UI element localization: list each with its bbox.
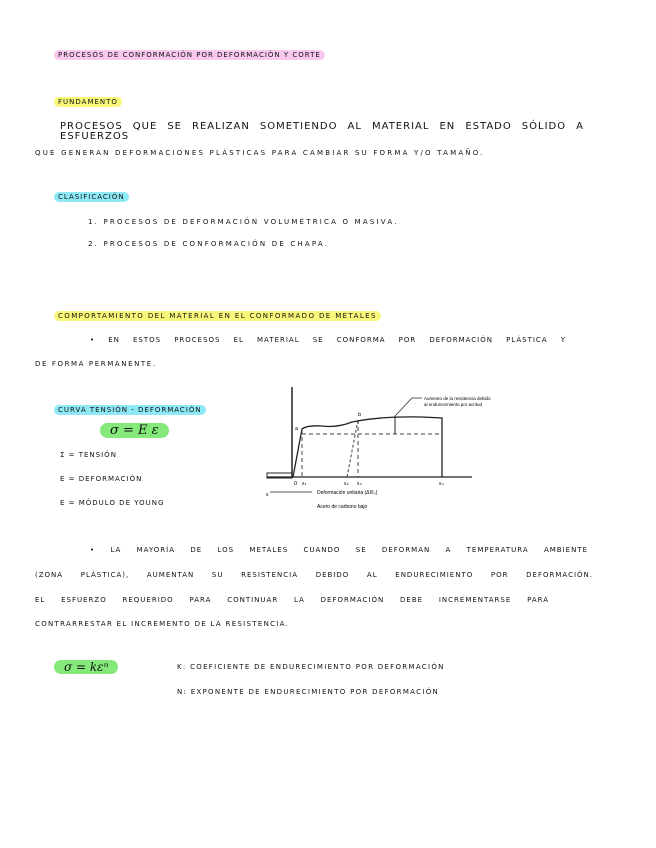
heading-text: COMPORTAMIENTO DEL MATERIAL EN EL CONFORMADO DE METALES: [54, 311, 381, 321]
clasificacion-item-2: 2. PROCESOS DE CONFORMACIÓN DE CHAPA.: [88, 240, 330, 248]
def-deformacion: Ε = DEFORMACIÓN: [60, 475, 143, 483]
heading-clasificacion: [54, 192, 129, 202]
clasificacion-item-1: 1. PROCESOS DE DEFORMACIÓN VOLUMÉTRICA O MASIVA.: [88, 218, 399, 226]
annotation-leader: [395, 398, 422, 416]
heading-text: CLASIFICACIÓN: [54, 192, 129, 202]
label-e2: ε₂: [344, 481, 349, 487]
def-modulo: E = MÓDULO DE YOUNG: [60, 499, 165, 507]
formula-hollomon: σ = kεⁿ: [54, 660, 118, 674]
label-e: ε: [266, 492, 269, 498]
parrafo-line3: EL ESFUERZO REQUERIDO PARA CONTINUAR LA DEFORMACIÓN DEBE INCREMENTARSE PARA: [35, 596, 549, 604]
annotation-text-2: al endurecimiento por acritud: [424, 402, 483, 407]
def-tension: Σ = TENSIÓN: [60, 451, 117, 459]
fundamento-line1: PROCESOS QUE SE REALIZAN SOMETIENDO AL MATERIAL EN ESTADO SÓLIDO A ESFUERZOS: [60, 121, 584, 142]
def-k: K: COEFICIENTE DE ENDURECIMIENTO POR DEFORMACIÓN: [177, 663, 445, 671]
fundamento-line2: QUE GENERAN DEFORMACIONES PLÁSTICAS PARA CAMBIAR SU FORMA Y/O TAMAÑO.: [35, 149, 485, 157]
heading-text: FUNDAMENTO: [54, 97, 122, 107]
parrafo-line2: (ZONA PLÁSTICA), AUMENTAN SU RESISTENCIA DEBIDO AL ENDURECIMIENTO POR DEFORMACIÓN.: [35, 571, 593, 579]
parrafo-line4: CONTRARRESTAR EL INCREMENTO DE LA RESISTENCIA.: [35, 620, 290, 628]
curve-line: [293, 417, 442, 477]
def-n: N: EXPONENTE DE ENDURECIMIENTO POR DEFORMACIÓN: [177, 688, 440, 696]
dashed-guides: [302, 420, 442, 477]
heading-comportamiento: [54, 311, 381, 321]
title-text: PROCESOS DE CONFORMACIÓN POR DEFORMACIÓN Y CORTE: [54, 50, 325, 60]
stress-strain-figure: [262, 382, 502, 512]
heading-curva: [54, 405, 206, 415]
heading-text: CURVA TENSIÓN - DEFORMACIÓN: [54, 405, 206, 415]
figure-caption: Acero de carbono bajo: [317, 504, 368, 510]
page-title: [54, 50, 325, 60]
x-axis-label: Deformación unitaria (ΔI/I₀): [317, 490, 378, 496]
parrafo-line1: • LA MAYORÍA DE LOS METALES CUANDO SE DEFORMAN A TEMPERATURA AMBIENTE: [90, 546, 588, 554]
label-e3: ε₃: [357, 481, 362, 487]
unload-line: [347, 420, 358, 477]
label-0: 0: [294, 481, 298, 487]
heading-fundamento: [54, 97, 122, 107]
annotation-text-1: Aumento de la resistencia debido: [424, 396, 491, 401]
label-b: b: [358, 412, 362, 418]
label-e4: ε₄: [439, 481, 444, 487]
comportamiento-line1: • EN ESTOS PROCESOS EL MATERIAL SE CONFORMA POR DEFORMACIÓN PLÁSTICA Y: [90, 336, 566, 344]
comportamiento-line2: DE FORMA PERMANENTE.: [35, 360, 157, 368]
label-a: a: [295, 426, 299, 432]
formula-hooke: σ = E ε: [100, 423, 169, 438]
label-e1: ε₁: [302, 481, 307, 487]
